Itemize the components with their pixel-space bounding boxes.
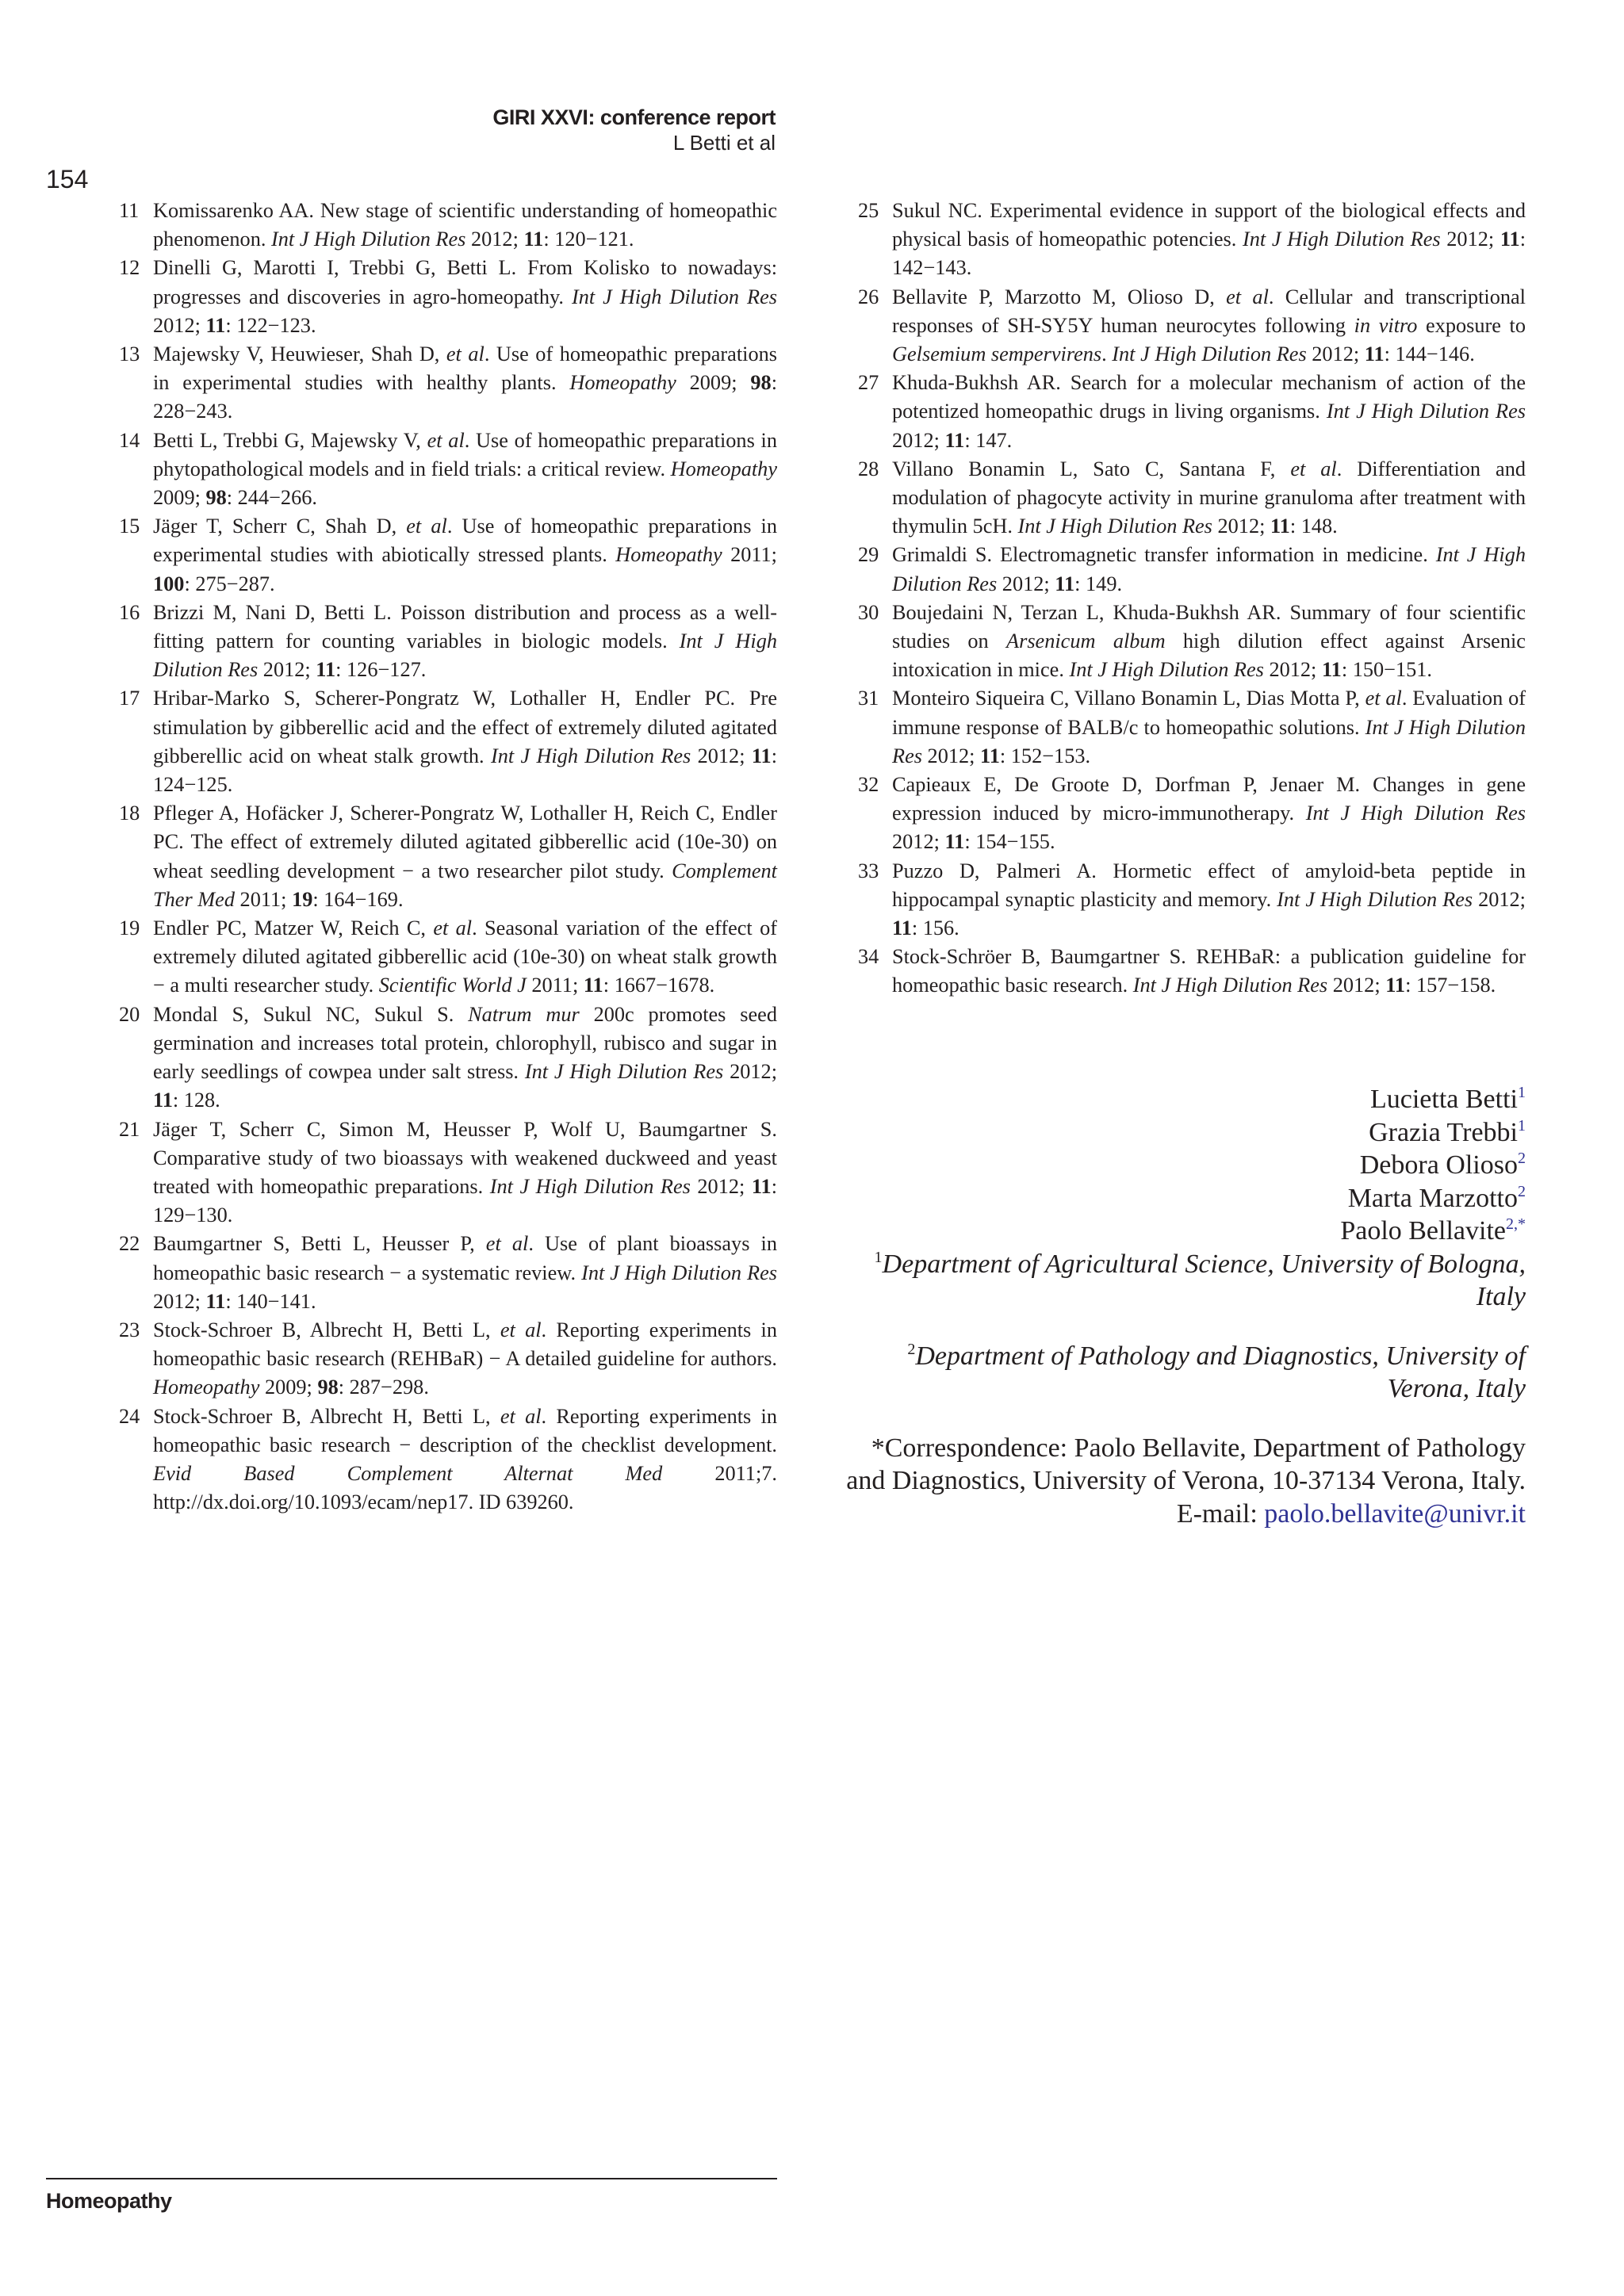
reference-italic-segment: Homeopathy: [670, 457, 777, 480]
reference-italic-segment: Int J High Dilution Res: [524, 1060, 724, 1084]
reference-item: [119, 1001, 777, 1115]
reference-item: [119, 340, 777, 427]
reference-italic-segment: Int J High Dilution Res: [1112, 342, 1307, 366]
page-number: 154: [46, 165, 89, 193]
reference-item: [858, 455, 1526, 541]
author-name: Grazia Trebbi: [1369, 1117, 1518, 1147]
reference-volume: 11: [1321, 658, 1342, 682]
reference-item: [119, 1402, 777, 1517]
reference-italic-segment: Int J High Dilution Res: [153, 629, 777, 682]
reference-italic-segment: et al: [406, 515, 447, 538]
reference-segment: : 120−121.: [543, 228, 634, 251]
reference-number: 25: [858, 199, 879, 222]
reference-segment: : 275−287.: [184, 572, 275, 595]
reference-text: [153, 914, 777, 1001]
reference-segment: Stock-Schröer B, Baumgartner S. REHBaR: a publication guideline for homeopathic basic research.: [892, 945, 1526, 997]
reference-item: [119, 799, 777, 914]
reference-number: 31: [858, 687, 879, 710]
reference-italic-segment: et al: [446, 342, 485, 366]
reference-italic-segment: Int J High Dilution Res: [1017, 515, 1212, 538]
reference-segment: : 140−141.: [225, 1289, 316, 1313]
reference-italic-segment: Int J High Dilution Res: [1305, 802, 1526, 825]
reference-number: 28: [858, 457, 879, 480]
reference-volume: 11: [205, 313, 226, 337]
reference-number: 21: [119, 1117, 140, 1141]
reference-segment: . Seasonal variation of the effect of extremely diluted agitated gibberellic acid (10e-30) on wheat stalk growth − a multi researcher study.: [153, 916, 777, 997]
reference-segment: 2012;: [892, 830, 945, 854]
reference-text: [892, 857, 1526, 943]
reference-item: [858, 369, 1526, 455]
reference-volume: 11: [1385, 974, 1406, 997]
reference-text: [153, 197, 777, 254]
footer-journal-name: Homeopathy: [46, 2189, 172, 2213]
reference-text: [892, 599, 1526, 685]
reference-item: [119, 1115, 777, 1230]
reference-volume: 98: [205, 486, 227, 510]
reference-item: [119, 427, 777, 513]
reference-item: [119, 1230, 777, 1316]
reference-segment: : 128.: [172, 1089, 220, 1112]
reference-number: 13: [119, 342, 140, 366]
correspondence-text: *Correspondence: Paolo Bellavite, Department of Pathology and Diagnostics, University of Verona, 10-37134 Verona, Italy.: [846, 1433, 1526, 1495]
reference-segment: Pfleger A, Hofäcker J, Scherer-Pongratz W, Lothaller H, Reich C, Endler PC. The effect of extremely diluted agitated gibberellic acid (10e-30) on wheat seedling development − a two researcher pilot study.: [153, 802, 777, 882]
reference-segment: Mondal S, Sukul NC, Sukul S.: [153, 1002, 469, 1026]
reference-italic-segment: Arsenicum album: [1006, 629, 1166, 653]
reference-italic-segment: Int J High Dilution Res: [489, 1174, 691, 1198]
reference-segment: Grimaldi S. Electromagnetic transfer information in medicine.: [892, 543, 1436, 567]
reference-volume: 11: [1364, 342, 1385, 366]
reference-text: [892, 283, 1526, 369]
reference-italic-segment: Natrum mur: [468, 1002, 580, 1026]
reference-italic-segment: et al: [1365, 687, 1402, 710]
reference-italic-segment: Int J High Dilution Res: [490, 744, 691, 767]
author-entry: [828, 1083, 1526, 1116]
reference-number: 32: [858, 773, 879, 797]
reference-segment: 2012;: [691, 744, 752, 767]
reference-italic-segment: et al: [485, 1232, 529, 1256]
reference-segment: : 156.: [911, 916, 959, 940]
reference-number: 19: [119, 916, 140, 940]
running-head: [492, 105, 776, 155]
reference-italic-segment: Int J High Dilution Res: [1277, 887, 1473, 911]
reference-segment: 2012;: [892, 428, 945, 452]
reference-segment: Jäger T, Scherr C, Shah D,: [153, 515, 407, 538]
reference-item: [858, 197, 1526, 283]
reference-text: [153, 512, 777, 599]
reference-number: 33: [858, 859, 879, 882]
running-head-title: GIRI XXVI: conference report: [492, 105, 776, 129]
reference-segment: . Use of homeopathic preparations in experimental studies with abiotically stressed plants.: [153, 515, 777, 567]
affiliation-2: [828, 1340, 1526, 1406]
reference-segment: 2012;: [690, 1174, 752, 1198]
reference-volume: 11: [1270, 515, 1290, 538]
reference-segment: : 122−123.: [225, 313, 316, 337]
reference-segment: Hribar-Marko S, Scherer-Pongratz W, Lothaller H, Endler PC. Pre stimulation by gibberellic acid and the effect of extremely diluted agitated gibberellic acid on wheat stalk growth.: [153, 687, 777, 767]
reference-italic-segment: Complement Ther Med: [153, 859, 777, 911]
reference-segment: : 164−169.: [312, 887, 404, 911]
reference-italic-segment: in vitro: [1354, 313, 1418, 337]
reference-segment: : 129−130.: [153, 1174, 777, 1227]
author-affiliation-marker[interactable]: 1: [1518, 1116, 1526, 1135]
reference-item: [858, 684, 1526, 771]
email-label: E-mail:: [1176, 1498, 1258, 1529]
author-affiliation-marker[interactable]: 1: [1518, 1084, 1526, 1101]
reference-item: [858, 943, 1526, 1000]
reference-segment: Villano Bonamin L, Sato C, Santana F,: [892, 457, 1291, 480]
reference-number: 17: [119, 687, 140, 710]
reference-text: [892, 771, 1526, 857]
reference-segment: . Reporting experiments in homeopathic basic research − description of the checklist development.: [153, 1404, 777, 1456]
reference-italic-segment: Int J High Dilution Res: [581, 1261, 777, 1284]
reference-italic-segment: Homeopathy: [615, 543, 722, 567]
reference-item: [119, 684, 777, 799]
reference-text: [153, 1402, 777, 1517]
reference-text: [153, 1115, 777, 1230]
reference-text: [153, 684, 777, 799]
reference-italic-segment: Int J High Dilution Res: [1069, 658, 1264, 682]
reference-italic-segment: Int J High Dilution Res: [1243, 228, 1441, 251]
reference-volume: 19: [292, 887, 313, 911]
reference-number: 34: [858, 945, 879, 969]
reference-segment: : 124−125.: [153, 744, 777, 797]
reference-segment: Sukul NC. Experimental evidence in support of the biological effects and physical basis of homeopathic potencies.: [892, 199, 1526, 251]
reference-segment: Baumgartner S, Betti L, Heusser P,: [153, 1232, 486, 1256]
reference-segment: Jäger T, Scherr C, Simon M, Heusser P, Wolf U, Baumgartner S. Comparative study of two bioassays with weakened duckweed and yeast treated with homeopathic preparations.: [153, 1117, 777, 1198]
reference-segment: : 126−127.: [335, 658, 427, 682]
author-name: Debora Olioso: [1359, 1150, 1518, 1180]
reference-item: [119, 197, 777, 254]
reference-italic-segment: Int J High Dilution Res: [892, 715, 1526, 767]
reference-segment: 2012;: [258, 658, 316, 682]
reference-segment: 2012;: [1306, 342, 1365, 366]
reference-segment: 2009;: [153, 486, 206, 510]
reference-text: [153, 427, 777, 513]
reference-segment: Bellavite P, Marzotto M, Olioso D,: [892, 285, 1227, 308]
reference-volume: 11: [980, 744, 1000, 767]
reference-number: 26: [858, 285, 879, 308]
reference-text: [153, 599, 777, 685]
reference-segment: Puzzo D, Palmeri A. Hormetic effect of amyloid-beta peptide in hippocampal synaptic plasticity and memory.: [892, 859, 1526, 911]
reference-item: [119, 599, 777, 685]
reference-italic-segment: Evid Based Complement Alternat Med: [153, 1461, 663, 1485]
reference-segment: high dilution effect against Arsenic intoxication in mice.: [892, 629, 1526, 682]
reference-segment: Majewsky V, Heuwieser, Shah D,: [153, 342, 446, 366]
reference-volume: 11: [751, 1174, 772, 1198]
affiliation-marker: 1: [874, 1248, 883, 1266]
reference-item: [119, 1316, 777, 1402]
reference-segment: Monteiro Siqueira C, Villano Bonamin L, Dias Motta P,: [892, 687, 1365, 710]
reference-number: 20: [119, 1002, 140, 1026]
reference-text: [153, 1230, 777, 1316]
reference-segment: exposure to: [1417, 313, 1526, 337]
reference-item: [119, 512, 777, 599]
reference-segment: 200c promotes seed germination and increases total protein, chlorophyll, rubisco and sugar in early seedlings of cowpea under salt stress.: [153, 1002, 777, 1084]
reference-italic-segment: et al: [500, 1404, 542, 1428]
footer-rule: [46, 2178, 777, 2179]
reference-italic-segment: Scientific World J: [378, 974, 527, 997]
reference-volume: 11: [944, 830, 965, 854]
author-affiliation-marker[interactable]: 2,*: [1506, 1215, 1526, 1233]
author-affiliation-marker[interactable]: 2: [1518, 1182, 1526, 1200]
reference-segment: 2012;: [921, 744, 981, 767]
reference-item: [119, 914, 777, 1001]
author-entry: [828, 1182, 1526, 1215]
reference-text: [153, 1316, 777, 1402]
running-head-authors: L Betti et al: [672, 131, 776, 155]
reference-list-left: [119, 197, 777, 1517]
reference-number: 23: [119, 1318, 140, 1341]
affiliation-text: Department of Agricultural Science, University of Bologna, Italy: [882, 1249, 1526, 1311]
reference-volume: 11: [1500, 228, 1520, 251]
reference-volume: 11: [523, 228, 544, 251]
author-affiliation-marker[interactable]: 2: [1518, 1150, 1526, 1167]
reference-list-right: [858, 197, 1526, 1001]
reference-italic-segment: et al: [427, 428, 465, 452]
reference-segment: 2012;: [1212, 515, 1270, 538]
reference-volume: 98: [317, 1376, 339, 1399]
reference-segment: Boujedaini N, Terzan L, Khuda-Bukhsh AR. Summary of four scientific studies on: [892, 600, 1526, 653]
reference-segment: : 244−266.: [226, 486, 317, 510]
author-entry: [828, 1116, 1526, 1150]
reference-segment: : 142−143.: [892, 228, 1526, 280]
reference-italic-segment: Homeopathy: [569, 371, 676, 395]
reference-volume: 98: [750, 371, 772, 395]
reference-italic-segment: Gelsemium sempervirens: [892, 342, 1102, 366]
reference-text: [153, 340, 777, 427]
reference-segment: 2012;: [1473, 887, 1526, 911]
reference-volume: 11: [205, 1289, 226, 1313]
reference-segment: Komissarenko AA. New stage of scientific understanding of homeopathic phenomenon.: [153, 199, 777, 251]
reference-italic-segment: Int J High Dilution Res: [892, 543, 1526, 595]
reference-segment: : 149.: [1074, 572, 1123, 595]
reference-segment: Capieaux E, De Groote D, Dorfman P, Jenaer M. Changes in gene expression induced by micro-immunotherapy.: [892, 773, 1526, 825]
reference-text: [892, 369, 1526, 455]
reference-italic-segment: Homeopathy: [153, 1376, 260, 1399]
reference-italic-segment: Int J High Dilution Res: [1132, 974, 1328, 997]
reference-volume: 11: [892, 916, 912, 940]
author-signature-block: [828, 1083, 1526, 1530]
reference-segment: 2011;: [722, 543, 777, 567]
reference-item: [858, 771, 1526, 857]
reference-number: 27: [858, 371, 879, 395]
reference-item: [858, 857, 1526, 943]
author-entry: [828, 1149, 1526, 1182]
reference-number: 29: [858, 543, 879, 567]
reference-segment: : 152−153.: [999, 744, 1091, 767]
email-link[interactable]: paolo.bellavite@univr.it: [1264, 1498, 1526, 1529]
reference-text: [153, 1001, 777, 1115]
reference-text: [153, 799, 777, 914]
reference-text: [892, 455, 1526, 541]
reference-volume: 11: [583, 974, 603, 997]
reference-segment: 2012;: [997, 572, 1055, 595]
reference-number: 14: [119, 428, 140, 452]
reference-segment: : 1667−1678.: [603, 974, 715, 997]
reference-number: 22: [119, 1232, 140, 1256]
reference-volume: 11: [316, 658, 336, 682]
reference-italic-segment: et al: [433, 916, 473, 940]
reference-segment: 2009;: [676, 371, 751, 395]
reference-text: [892, 684, 1526, 771]
reference-segment: Dinelli G, Marotti I, Trebbi G, Betti L. From Kolisko to nowadays: progresses and discoveries in agro-homeopathy.: [153, 256, 777, 308]
reference-segment: Stock-Schroer B, Albrecht H, Betti L,: [153, 1404, 500, 1428]
reference-segment: Brizzi M, Nani D, Betti L. Poisson distribution and process as a well-fitting pattern for counting variables in biologic models.: [153, 600, 777, 653]
reference-number: 15: [119, 515, 140, 538]
reference-segment: 2012;: [153, 313, 206, 337]
correspondence: [828, 1432, 1526, 1531]
reference-item: [858, 283, 1526, 369]
reference-segment: 2012;: [1327, 974, 1386, 997]
reference-italic-segment: Int J High Dilution Res: [271, 228, 466, 251]
reference-segment: : 148.: [1289, 515, 1338, 538]
author-name: Paolo Bellavite: [1340, 1216, 1506, 1246]
reference-item: [119, 254, 777, 340]
reference-text: [892, 943, 1526, 1000]
reference-segment: Khuda-Bukhsh AR. Search for a molecular mechanism of action of the potentized homeopathic drugs in living organisms.: [892, 371, 1526, 423]
affiliation-1: [828, 1248, 1526, 1314]
reference-segment: . Use of plant bioassays in homeopathic basic research − a systematic review.: [153, 1232, 777, 1284]
reference-segment: : 147.: [964, 428, 1013, 452]
reference-segment: 2009;: [259, 1376, 318, 1399]
author-entry: [828, 1215, 1526, 1248]
reference-segment: 2011;: [526, 974, 584, 997]
reference-item: [858, 599, 1526, 685]
reference-segment: : 228−243.: [153, 371, 777, 423]
reference-number: 16: [119, 600, 140, 624]
reference-number: 24: [119, 1404, 140, 1428]
reference-text: [892, 197, 1526, 283]
reference-text: [892, 541, 1526, 598]
reference-number: 12: [119, 256, 140, 280]
reference-item: [858, 541, 1526, 598]
reference-italic-segment: et al: [500, 1318, 542, 1341]
reference-volume: 11: [944, 428, 965, 452]
reference-italic-segment: et al: [1226, 285, 1269, 308]
affiliation-marker: 2: [907, 1340, 916, 1358]
reference-segment: . Reporting experiments in homeopathic basic research (REHBaR) − A detailed guideline for authors.: [153, 1318, 777, 1371]
reference-segment: : 154−155.: [964, 830, 1055, 854]
reference-segment: Endler PC, Matzer W, Reich C,: [153, 916, 434, 940]
reference-number: 30: [858, 600, 879, 624]
reference-segment: . Differentiation and modulation of phagocyte activity in murine granuloma after treatment with thymulin 5cH.: [892, 457, 1526, 538]
reference-segment: . Use of homeopathic preparations in experimental studies with healthy plants.: [153, 342, 778, 395]
reference-volume: 11: [153, 1089, 173, 1112]
reference-segment: : 150−151.: [1341, 658, 1432, 682]
reference-segment: Stock-Schroer B, Albrecht H, Betti L,: [153, 1318, 500, 1341]
reference-segment: : 144−146.: [1384, 342, 1475, 366]
reference-segment: 2012;: [723, 1060, 777, 1084]
reference-italic-segment: et al: [1290, 457, 1337, 480]
reference-segment: 2011;: [234, 887, 293, 911]
reference-segment: .: [1101, 342, 1113, 366]
reference-number: 11: [119, 199, 140, 222]
author-name: Lucietta Betti: [1370, 1085, 1518, 1114]
reference-segment: : 157−158.: [1405, 974, 1496, 997]
affiliation-text: Department of Pathology and Diagnostics, University of Verona, Italy: [915, 1341, 1526, 1403]
reference-italic-segment: Int J High Dilution Res: [1326, 400, 1526, 423]
reference-segment: 2012;: [1263, 658, 1322, 682]
reference-segment: Betti L, Trebbi G, Majewsky V,: [153, 428, 427, 452]
reference-segment: : 287−298.: [338, 1376, 429, 1399]
reference-volume: 11: [1055, 572, 1075, 595]
reference-segment: . Cellular and transcriptional responses of SH-SY5Y human neurocytes following: [892, 285, 1526, 337]
reference-segment: 2012;: [1440, 228, 1500, 251]
reference-volume: 11: [751, 744, 772, 767]
reference-italic-segment: Int J High Dilution Res: [571, 285, 777, 308]
reference-text: [153, 254, 777, 340]
reference-segment: . Evaluation of immune response of BALB/c to homeopathic solutions.: [892, 687, 1526, 739]
reference-segment: . Use of homeopathic preparations in phytopathological models and in field trials: a critical review.: [153, 428, 777, 480]
reference-segment: 2012;: [465, 228, 524, 251]
reference-number: 18: [119, 802, 140, 825]
reference-segment: 2011;7. http://dx.doi.org/10.1093/ecam/nep17. ID 639260.: [153, 1461, 777, 1514]
reference-segment: 2012;: [153, 1289, 206, 1313]
reference-volume: 100: [153, 572, 185, 595]
author-name: Marta Marzotto: [1347, 1183, 1518, 1213]
